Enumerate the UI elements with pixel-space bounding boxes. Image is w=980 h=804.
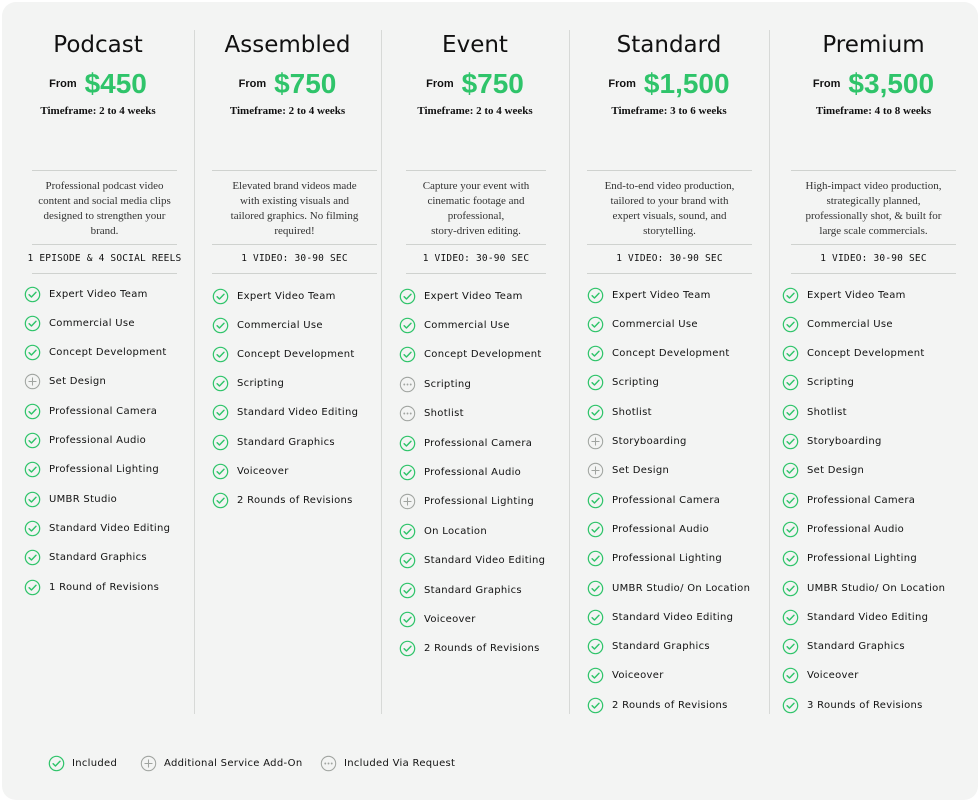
separator-bottom — [587, 273, 752, 274]
feature-label: Voiceover — [237, 465, 289, 477]
description-line: story-driven editing. — [431, 225, 521, 237]
separator-bottom — [406, 273, 546, 274]
plan-deliverable: 1 VIDEO: 30-90 SEC — [422, 253, 530, 264]
check-icon — [24, 461, 41, 478]
from-label: From — [812, 78, 841, 90]
check-icon — [782, 550, 799, 567]
feature-label: Professional Lighting — [424, 496, 534, 508]
check-icon — [782, 374, 799, 391]
check-icon — [212, 434, 229, 451]
check-icon — [587, 374, 604, 391]
feature-label: On Location — [424, 525, 487, 537]
description-line: strategically planned, — [826, 195, 921, 207]
price-row — [381, 68, 569, 100]
separator-mid — [212, 244, 377, 245]
plan-timeframe: Timeframe: 4 to 8 weeks — [815, 105, 932, 117]
feature-item — [782, 345, 925, 363]
feature-item — [399, 434, 532, 452]
feature-item — [212, 287, 336, 305]
feature-label: Standard Graphics — [424, 584, 522, 596]
check-icon — [782, 316, 799, 333]
check-icon — [587, 609, 604, 626]
description-line: Elevated brand videos made — [232, 180, 357, 192]
separator-top — [587, 170, 752, 171]
check-icon — [399, 435, 416, 452]
feature-item — [782, 286, 906, 304]
check-icon — [782, 345, 799, 362]
plan-column-premium — [769, 2, 978, 714]
check-icon — [24, 491, 41, 508]
description-line: tailored to your brand with — [610, 195, 729, 207]
feature-item — [587, 286, 711, 304]
feature-label: 2 Rounds of Revisions — [612, 699, 728, 711]
feature-label: Professional Camera — [49, 405, 158, 417]
feature-item — [24, 549, 147, 567]
plan-price: $750 — [461, 68, 524, 99]
check-icon — [782, 492, 799, 509]
check-icon — [587, 492, 604, 509]
feature-item — [587, 638, 710, 656]
feature-label: Professional Camera — [424, 437, 533, 449]
feature-item — [587, 462, 669, 480]
plus-icon — [399, 493, 416, 510]
feature-label: Standard Video Editing — [237, 407, 359, 419]
check-icon — [587, 345, 604, 362]
feature-item — [782, 696, 923, 714]
feature-item — [587, 579, 750, 597]
feature-item — [782, 374, 854, 392]
check-icon — [48, 755, 65, 772]
feature-item — [24, 432, 146, 450]
from-label: From — [426, 78, 454, 90]
check-icon — [782, 433, 799, 450]
feature-label: Commercial Use — [612, 318, 698, 330]
dots-icon — [399, 405, 416, 422]
check-icon — [587, 521, 604, 538]
feature-item — [587, 696, 728, 714]
feature-label: Set Design — [807, 465, 865, 477]
description-line: professionally shot, & built for — [805, 210, 942, 222]
separator-mid — [32, 244, 177, 245]
pricing-page — [2, 2, 978, 800]
feature-label: Expert Video Team — [49, 288, 148, 300]
separator-mid — [587, 244, 752, 245]
feature-label: Set Design — [49, 376, 107, 388]
feature-label: Expert Video Team — [612, 289, 711, 301]
feature-label: Standard Video Editing — [49, 522, 171, 534]
plan-price: $450 — [84, 68, 147, 99]
feature-item — [212, 375, 284, 393]
feature-item — [399, 463, 521, 481]
plan-description — [26, 179, 183, 239]
feature-label: Professional Lighting — [807, 553, 917, 565]
plan-price: $1,500 — [643, 68, 730, 99]
check-icon — [212, 492, 229, 509]
description-line: brand. — [90, 225, 119, 237]
check-icon — [587, 550, 604, 567]
feature-label: Voiceover — [612, 670, 664, 682]
plan-title: Assembled — [224, 32, 351, 58]
plan-description — [785, 179, 962, 239]
feature-label: 2 Rounds of Revisions — [424, 643, 540, 655]
plan-title: Event — [442, 32, 508, 58]
feature-item — [587, 608, 733, 626]
check-icon — [24, 432, 41, 449]
separator-top — [212, 170, 377, 171]
feature-label: Shotlist — [807, 406, 847, 418]
feature-item — [24, 285, 148, 303]
feature-label: Standard Graphics — [807, 641, 905, 653]
feature-item — [24, 344, 167, 362]
dots-icon — [399, 376, 416, 393]
plus-icon — [140, 755, 157, 772]
feature-item — [399, 375, 471, 393]
feature-label: UMBR Studio/ On Location — [807, 582, 946, 594]
feature-label: Standard Video Editing — [612, 611, 734, 623]
plan-description — [206, 179, 383, 239]
plan-column-standard — [569, 2, 769, 714]
feature-item — [587, 433, 687, 451]
feature-item — [399, 581, 522, 599]
plan-deliverable: 1 VIDEO: 30-90 SEC — [820, 253, 927, 264]
feature-item — [587, 520, 709, 538]
feature-label: 1 Round of Revisions — [49, 581, 160, 593]
separator-top — [32, 170, 177, 171]
check-icon — [782, 521, 799, 538]
separator-bottom — [791, 273, 956, 274]
feature-item — [587, 374, 659, 392]
feature-item — [782, 433, 882, 451]
check-icon — [782, 580, 799, 597]
feature-label: Professional Lighting — [612, 553, 722, 565]
feature-label: Scripting — [807, 377, 855, 389]
check-icon — [782, 697, 799, 714]
feature-item — [399, 493, 534, 511]
from-label: From — [49, 78, 77, 90]
feature-item — [212, 404, 358, 422]
plan-title: Premium — [822, 32, 925, 58]
feature-item — [399, 640, 540, 658]
feature-label: Expert Video Team — [807, 289, 906, 301]
feature-item — [399, 522, 487, 540]
check-icon — [399, 317, 416, 334]
check-icon — [587, 316, 604, 333]
check-icon — [587, 287, 604, 304]
feature-label: Concept Development — [612, 348, 730, 360]
feature-label: Standard Video Editing — [807, 611, 929, 623]
feature-item — [212, 462, 289, 480]
plan-timeframe: Timeframe: 2 to 4 weeks — [40, 105, 156, 117]
description-line: expert visuals, sound, and — [612, 210, 727, 222]
price-row — [769, 68, 978, 100]
feature-item — [587, 491, 720, 509]
dots-icon — [320, 755, 337, 772]
price-row — [2, 68, 194, 100]
description-line: tailored graphics. No filming — [230, 210, 359, 222]
plan-price: $3,500 — [848, 68, 935, 99]
feature-label: Professional Camera — [612, 494, 721, 506]
description-line: High-impact video production, — [805, 180, 942, 192]
plan-column-podcast — [2, 2, 194, 714]
description-line: Professional podcast video — [45, 180, 164, 192]
check-icon — [24, 520, 41, 537]
plan-deliverable: 1 VIDEO: 30-90 SEC — [616, 253, 723, 264]
feature-label: Set Design — [612, 465, 670, 477]
feature-label: 2 Rounds of Revisions — [237, 494, 353, 506]
description-line: large scale commercials. — [819, 225, 928, 237]
feature-item — [782, 550, 917, 568]
feature-item — [399, 610, 476, 628]
check-icon — [782, 609, 799, 626]
price-row — [569, 68, 769, 100]
feature-item — [587, 550, 722, 568]
feature-label: Expert Video Team — [237, 290, 336, 302]
check-icon — [782, 404, 799, 421]
description-line: professional, — [447, 210, 505, 222]
description-line: storytelling. — [643, 225, 696, 237]
feature-label: Commercial Use — [237, 319, 323, 331]
feature-label: Concept Development — [807, 348, 925, 360]
from-label: From — [608, 78, 636, 90]
check-icon — [587, 667, 604, 684]
feature-label: Storyboarding — [612, 436, 687, 447]
feature-label: Concept Development — [237, 348, 355, 360]
plan-column-event — [381, 2, 569, 714]
feature-item — [399, 552, 545, 570]
feature-item — [24, 461, 159, 479]
feature-label: Scripting — [612, 377, 660, 389]
check-icon — [782, 667, 799, 684]
feature-item — [782, 638, 905, 656]
feature-label: Shotlist — [612, 406, 652, 418]
plan-description — [581, 179, 758, 239]
check-icon — [782, 287, 799, 304]
feature-item — [399, 405, 464, 423]
check-icon — [399, 640, 416, 657]
plan-description — [400, 179, 552, 239]
plan-timeframe: Timeframe: 2 to 4 weeks — [417, 105, 533, 117]
feature-item — [782, 315, 893, 333]
check-icon — [587, 404, 604, 421]
feature-item — [24, 519, 170, 537]
feature-item — [24, 314, 135, 332]
check-icon — [212, 463, 229, 480]
feature-item — [212, 316, 323, 334]
feature-label: Professional Lighting — [49, 464, 159, 476]
feature-label: Professional Audio — [424, 466, 522, 478]
description-line: content and social media clips — [38, 195, 171, 207]
plan-deliverable: 1 VIDEO: 30-90 SEC — [241, 253, 348, 264]
plan-timeframe: Timeframe: 2 to 4 weeks — [229, 105, 346, 117]
check-icon — [212, 288, 229, 305]
feature-label: Voiceover — [807, 670, 859, 682]
feature-label: Standard Video Editing — [424, 555, 546, 567]
check-icon — [24, 549, 41, 566]
check-icon — [587, 580, 604, 597]
description-line: required! — [274, 225, 315, 237]
check-icon — [782, 638, 799, 655]
feature-item — [782, 579, 945, 597]
legend-label: Included — [72, 757, 118, 769]
plan-timeframe: Timeframe: 3 to 6 weeks — [611, 105, 727, 117]
feature-item — [399, 287, 523, 305]
check-icon — [399, 523, 416, 540]
feature-item — [782, 462, 864, 480]
feature-item — [782, 403, 847, 421]
description-line: with existing visuals and — [239, 195, 350, 207]
feature-item — [399, 346, 542, 364]
feature-item — [782, 667, 859, 685]
feature-label: Scripting — [237, 378, 285, 390]
feature-label: Professional Camera — [807, 494, 916, 506]
legend-label: Included Via Request — [344, 757, 456, 769]
feature-label: 3 Rounds of Revisions — [807, 699, 923, 711]
feature-label: Standard Graphics — [612, 641, 710, 653]
separator-bottom — [32, 273, 177, 274]
separator-top — [791, 170, 956, 171]
plus-icon — [24, 373, 41, 390]
check-icon — [399, 464, 416, 481]
description-line: Capture your event with — [422, 180, 530, 192]
from-label: From — [238, 78, 267, 90]
feature-label: Professional Audio — [49, 435, 147, 446]
check-icon — [399, 552, 416, 569]
legend-item-plus — [140, 754, 302, 772]
check-icon — [24, 579, 41, 596]
legend-item-check — [48, 754, 117, 772]
check-icon — [399, 611, 416, 628]
legend-item-dots — [320, 754, 455, 772]
check-icon — [212, 346, 229, 363]
feature-item — [399, 316, 510, 334]
feature-label: Professional Audio — [612, 523, 710, 535]
check-icon — [24, 403, 41, 420]
check-icon — [212, 375, 229, 392]
plus-icon — [587, 462, 604, 479]
plan-title: Podcast — [53, 32, 143, 58]
feature-label: Scripting — [424, 378, 472, 390]
plan-column-assembled — [194, 2, 381, 714]
separator-mid — [791, 244, 956, 245]
check-icon — [212, 404, 229, 421]
feature-label: Storyboarding — [807, 436, 882, 447]
feature-label: Commercial Use — [49, 317, 135, 329]
description-line: designed to strengthen your — [43, 210, 166, 222]
plan-title: Standard — [616, 32, 722, 58]
feature-item — [212, 345, 355, 363]
check-icon — [587, 697, 604, 714]
feature-label: Commercial Use — [424, 319, 510, 331]
plan-price: $750 — [274, 68, 337, 99]
feature-label: UMBR Studio — [49, 493, 118, 505]
plus-icon — [587, 433, 604, 450]
feature-item — [24, 373, 106, 391]
price-row — [194, 68, 381, 100]
feature-item — [782, 491, 915, 509]
feature-item — [24, 490, 117, 508]
feature-item — [587, 403, 652, 421]
feature-item — [587, 667, 664, 685]
description-line: End-to-end video production, — [604, 180, 735, 192]
feature-label: Voiceover — [424, 613, 476, 625]
feature-item — [782, 608, 928, 626]
feature-item — [212, 433, 335, 451]
separator-mid — [406, 244, 546, 245]
description-line: cinematic footage and — [427, 195, 525, 207]
feature-label: Professional Audio — [807, 523, 905, 535]
check-icon — [24, 344, 41, 361]
feature-label: Concept Development — [49, 347, 167, 359]
check-icon — [782, 462, 799, 479]
feature-label: Standard Graphics — [49, 552, 147, 564]
separator-top — [406, 170, 546, 171]
check-icon — [399, 582, 416, 599]
feature-item — [24, 402, 157, 420]
feature-label: Shotlist — [424, 408, 464, 420]
feature-label: Expert Video Team — [424, 290, 523, 302]
feature-item — [587, 345, 730, 363]
check-icon — [399, 288, 416, 305]
feature-label: Standard Graphics — [237, 436, 335, 448]
feature-label: Commercial Use — [807, 318, 893, 330]
plan-deliverable: 1 EPISODE & 4 SOCIAL REELS — [27, 253, 182, 264]
feature-item — [212, 491, 353, 509]
feature-item — [24, 578, 159, 596]
check-icon — [399, 346, 416, 363]
legend-label: Additional Service Add-On — [164, 757, 303, 769]
feature-label: UMBR Studio/ On Location — [612, 582, 751, 594]
check-icon — [587, 638, 604, 655]
feature-item — [782, 520, 904, 538]
feature-label: Concept Development — [424, 349, 542, 361]
separator-bottom — [212, 273, 377, 274]
feature-item — [587, 315, 698, 333]
check-icon — [212, 317, 229, 334]
check-icon — [24, 286, 41, 303]
check-icon — [24, 315, 41, 332]
